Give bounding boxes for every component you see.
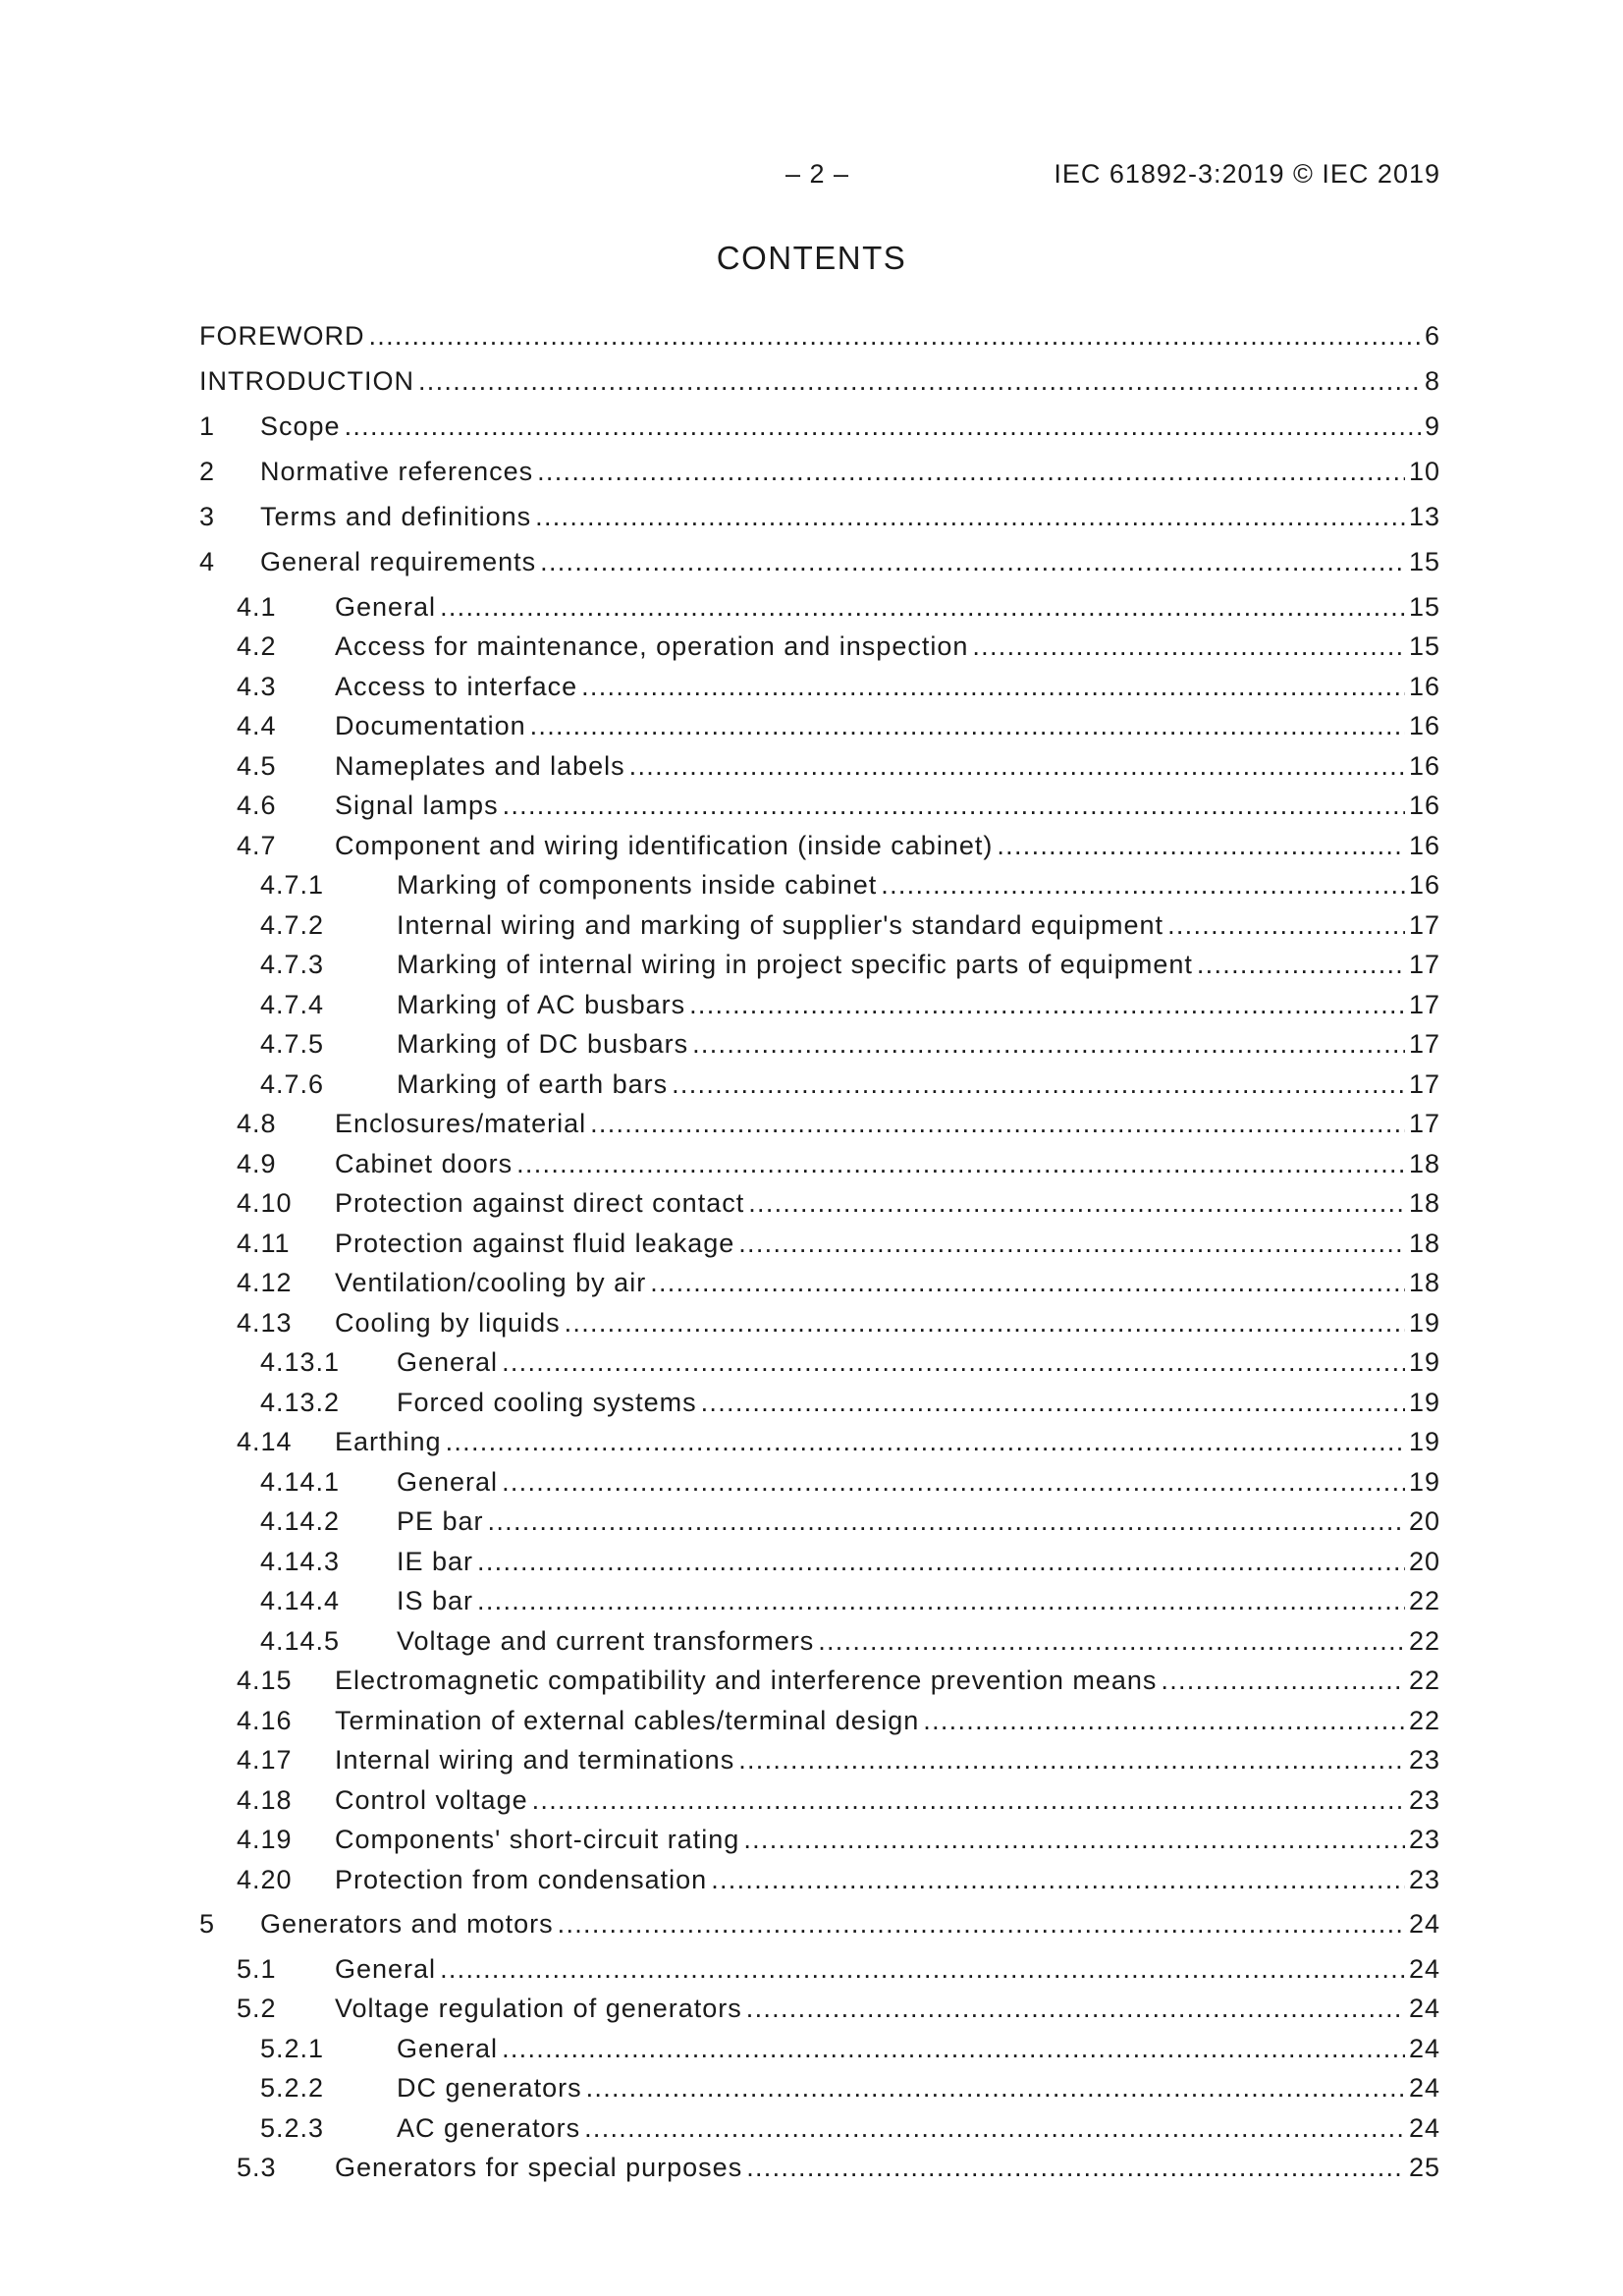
- toc-entry[interactable]: [199, 1949, 1440, 1983]
- toc-entry[interactable]: [199, 452, 1440, 485]
- toc-entry-title: Nameplates and labels: [335, 751, 625, 781]
- toc-entry-page: 22: [1408, 1586, 1440, 1615]
- toc-entry-number: 5: [199, 1909, 216, 1939]
- toc-entry-title: Access to interface: [335, 672, 578, 701]
- toc-entry[interactable]: [199, 706, 1440, 739]
- toc-entry-page: 15: [1408, 592, 1440, 622]
- toc-entry-number: 4.19: [237, 1825, 293, 1854]
- toc-entry-title: Voltage regulation of generators: [335, 1994, 742, 2023]
- toc-entry[interactable]: [199, 1502, 1440, 1535]
- dot-leader: [746, 2155, 1405, 2181]
- toc-entry-number: 4: [199, 547, 216, 576]
- toc-entry-page: 19: [1408, 1308, 1440, 1338]
- toc-entry-page: 16: [1408, 870, 1440, 900]
- toc-entry-number: 5.1: [237, 1954, 277, 1984]
- toc-entry[interactable]: [199, 1224, 1440, 1257]
- dot-leader: [477, 1549, 1405, 1575]
- toc-entry-title: Electromagnetic compatibility and interference prevention means: [335, 1666, 1158, 1695]
- toc-entry-page: 16: [1408, 711, 1440, 740]
- toc-entry-title: General: [335, 1954, 437, 1984]
- dot-leader: [502, 1349, 1405, 1376]
- toc-entry-page: 16: [1408, 672, 1440, 701]
- dot-leader: [502, 2036, 1405, 2062]
- toc-entry-number: 4.7.3: [260, 950, 325, 979]
- toc-entry-page: 10: [1408, 457, 1440, 486]
- dot-leader: [1161, 1667, 1405, 1694]
- dot-leader: [540, 549, 1405, 575]
- toc-entry-title: Internal wiring and marking of supplier's standard equipment: [397, 910, 1164, 940]
- dot-leader: [972, 633, 1405, 660]
- toc-entry-page: 6: [1424, 321, 1440, 351]
- toc-entry-number: 4.18: [237, 1785, 293, 1815]
- dot-leader: [530, 713, 1405, 739]
- toc-entry-number: 4.14: [237, 1427, 293, 1456]
- toc-entry-title: Marking of internal wiring in project specific parts of equipment: [397, 950, 1193, 979]
- toc-entry-number: 1: [199, 411, 216, 441]
- toc-entry[interactable]: [199, 1183, 1440, 1217]
- toc-entry-title: Termination of external cables/terminal design: [335, 1706, 920, 1735]
- toc-entry-title: Generators and motors: [260, 1909, 554, 1939]
- toc-entry-page: 9: [1424, 411, 1440, 441]
- toc-entry[interactable]: [199, 1065, 1440, 1098]
- dot-leader: [502, 1469, 1405, 1496]
- toc-entry-page: 23: [1408, 1825, 1440, 1854]
- toc-entry[interactable]: [199, 497, 1440, 530]
- toc-entry-title: Marking of DC busbars: [397, 1029, 689, 1059]
- toc-entry-title: Generators for special purposes: [335, 2153, 743, 2182]
- toc-entry-number: 4.13.1: [260, 1347, 341, 1377]
- toc-entry-number: 4.20: [237, 1865, 293, 1894]
- toc-entry-number: 4.7: [237, 831, 277, 860]
- toc-entry-number: 3: [199, 502, 216, 531]
- toc-entry[interactable]: [199, 865, 1440, 899]
- toc-entry-page: 17: [1408, 1109, 1440, 1138]
- toc-entry-page: 20: [1408, 1547, 1440, 1576]
- dot-leader: [532, 1787, 1405, 1814]
- toc-entry[interactable]: [199, 945, 1440, 978]
- toc-entry-title: Cooling by liquids: [335, 1308, 561, 1338]
- dot-leader: [672, 1071, 1405, 1098]
- toc-entry-page: 18: [1408, 1188, 1440, 1218]
- toc-entry[interactable]: [199, 542, 1440, 575]
- dot-leader: [1197, 952, 1405, 978]
- toc-entry[interactable]: [199, 1740, 1440, 1774]
- toc-entry[interactable]: [199, 1342, 1440, 1376]
- dot-leader: [748, 1190, 1405, 1217]
- toc-entry-page: 15: [1408, 631, 1440, 661]
- toc-entry-page: 25: [1408, 2153, 1440, 2182]
- toc-entry-page: 17: [1408, 1029, 1440, 1059]
- toc-entry-page: 17: [1408, 990, 1440, 1019]
- toc-entry-page: 24: [1408, 1954, 1440, 1984]
- dot-leader: [584, 2115, 1405, 2142]
- toc-entry-number: 5.2: [237, 1994, 277, 2023]
- toc-entry[interactable]: [199, 905, 1440, 939]
- toc-entry-title: Scope: [260, 411, 341, 441]
- toc-entry-title: Marking of components inside cabinet: [397, 870, 878, 900]
- toc-entry-number: 4.14.1: [260, 1467, 341, 1497]
- toc-entry[interactable]: [199, 1780, 1440, 1814]
- dot-leader: [446, 1429, 1405, 1455]
- toc-entry-title: AC generators: [397, 2113, 581, 2143]
- toc-entry-number: 4.13.2: [260, 1388, 341, 1417]
- toc-entry-title: IE bar: [397, 1547, 474, 1576]
- toc-entry-number: 4.14.2: [260, 1506, 341, 1536]
- toc-entry[interactable]: [199, 627, 1440, 660]
- toc-entry[interactable]: [199, 2108, 1440, 2142]
- toc-entry-number: 4.12: [237, 1268, 293, 1297]
- toc-entry[interactable]: [199, 1581, 1440, 1614]
- toc-title: CONTENTS: [716, 240, 907, 276]
- toc-entry[interactable]: [199, 1144, 1440, 1177]
- toc-entry-title: Component and wiring identification (inside cabinet): [335, 831, 994, 860]
- toc-entry-number: 4.15: [237, 1666, 293, 1695]
- toc-entry-page: 24: [1408, 2113, 1440, 2143]
- dot-leader: [368, 323, 1420, 350]
- dot-leader: [629, 753, 1405, 780]
- dot-leader: [692, 1031, 1405, 1058]
- toc-entry-title: Components' short-circuit rating: [335, 1825, 740, 1854]
- dot-leader: [516, 1151, 1405, 1177]
- toc-entry-number: 4.7.1: [260, 870, 325, 900]
- dot-leader: [440, 594, 1405, 621]
- toc-entry-number: 4.5: [237, 751, 277, 781]
- toc-entry[interactable]: [199, 361, 1440, 395]
- toc-entry[interactable]: [199, 1701, 1440, 1734]
- dot-leader: [1167, 912, 1405, 939]
- toc-entry-title: Voltage and current transformers: [397, 1626, 815, 1656]
- toc-entry-number: 4.7.6: [260, 1069, 325, 1099]
- toc-entry-page: 24: [1408, 1909, 1440, 1939]
- toc-entry[interactable]: [199, 1621, 1440, 1655]
- toc-entry-number: 4.1: [237, 592, 277, 622]
- dot-leader: [689, 992, 1405, 1018]
- toc-entry[interactable]: [199, 1989, 1440, 2022]
- dot-leader: [738, 1230, 1405, 1257]
- toc-entry-page: 22: [1408, 1626, 1440, 1656]
- toc-entry[interactable]: [199, 1422, 1440, 1455]
- toc-entry-number: 4.11: [237, 1229, 291, 1258]
- toc-entry-page: 8: [1424, 366, 1440, 396]
- toc-entry-number: 2: [199, 457, 216, 486]
- toc-entry-title: Protection against fluid leakage: [335, 1229, 735, 1258]
- toc-entry-title: DC generators: [397, 2073, 582, 2103]
- dot-leader: [650, 1270, 1405, 1296]
- toc-entry-page: 15: [1408, 547, 1440, 576]
- toc-entry-title: General: [397, 1347, 499, 1377]
- dot-leader: [818, 1628, 1405, 1655]
- dot-leader: [440, 1956, 1405, 1983]
- page-number: – 2 –: [785, 159, 850, 189]
- toc-entry[interactable]: [199, 1104, 1440, 1137]
- toc-entry-page: 19: [1408, 1388, 1440, 1417]
- toc-entry-title: Signal lamps: [335, 791, 499, 820]
- toc-entry-title: PE bar: [397, 1506, 484, 1536]
- dot-leader: [711, 1867, 1405, 1893]
- toc-entry-number: 4.2: [237, 631, 277, 661]
- document-reference: IEC 61892-3:2019 © IEC 2019: [1054, 159, 1440, 189]
- toc-entry-number: 4.8: [237, 1109, 277, 1138]
- toc-entry-title: Normative references: [260, 457, 534, 486]
- toc-entry[interactable]: [199, 1024, 1440, 1058]
- toc-entry-page: 20: [1408, 1506, 1440, 1536]
- dot-leader: [738, 1747, 1405, 1774]
- toc-entry-title: General: [335, 592, 437, 622]
- toc-entry-number: 5.2.3: [260, 2113, 325, 2143]
- toc-entry-page: 19: [1408, 1467, 1440, 1497]
- toc-entry-title: Enclosures/material: [335, 1109, 587, 1138]
- toc-entry-number: 4.7.5: [260, 1029, 325, 1059]
- toc-entry-number: 4.17: [237, 1745, 293, 1775]
- toc-entry[interactable]: [199, 1820, 1440, 1853]
- toc-entry-title: Forced cooling systems: [397, 1388, 697, 1417]
- dot-leader: [418, 368, 1421, 395]
- toc-entry-number: 4.16: [237, 1706, 293, 1735]
- toc-entry-title: Protection from condensation: [335, 1865, 708, 1894]
- toc-entry-number: 4.9: [237, 1149, 277, 1178]
- toc-entry-page: 16: [1408, 751, 1440, 781]
- toc-entry[interactable]: [199, 1860, 1440, 1893]
- toc-entry-page: 13: [1408, 502, 1440, 531]
- toc-entry-page: 17: [1408, 950, 1440, 979]
- toc-entry-title: Marking of earth bars: [397, 1069, 669, 1099]
- toc-entry-page: 24: [1408, 2073, 1440, 2103]
- toc-entry-title: Ventilation/cooling by air: [335, 1268, 647, 1297]
- toc-entry-page: 17: [1408, 1069, 1440, 1099]
- toc-entry-title: IS bar: [397, 1586, 474, 1615]
- toc-entry[interactable]: [199, 587, 1440, 621]
- toc-entry-page: 23: [1408, 1865, 1440, 1894]
- toc-entry[interactable]: [199, 1383, 1440, 1416]
- dot-leader: [923, 1708, 1405, 1734]
- toc-entry[interactable]: [199, 826, 1440, 859]
- toc-entry[interactable]: [199, 1263, 1440, 1296]
- toc-entry-page: 19: [1408, 1427, 1440, 1456]
- toc-entry-title: INTRODUCTION: [199, 366, 414, 396]
- dot-leader: [581, 674, 1405, 700]
- toc-entry-page: 22: [1408, 1666, 1440, 1695]
- toc-entry[interactable]: [199, 667, 1440, 700]
- toc-entry-page: 18: [1408, 1229, 1440, 1258]
- toc-entry-number: 5.2.2: [260, 2073, 325, 2103]
- toc-entry-page: 22: [1408, 1706, 1440, 1735]
- toc-entry-title: Terms and definitions: [260, 502, 532, 531]
- toc-entry-title: General: [397, 2034, 499, 2063]
- toc-entry-page: 16: [1408, 791, 1440, 820]
- toc-entry-page: 17: [1408, 910, 1440, 940]
- dot-leader: [535, 504, 1405, 530]
- toc-entry-page: 23: [1408, 1745, 1440, 1775]
- toc-entry-number: 4.7.4: [260, 990, 325, 1019]
- toc-entry[interactable]: [199, 985, 1440, 1018]
- toc-entry-title: Internal wiring and terminations: [335, 1745, 735, 1775]
- toc-entry-title: Cabinet doors: [335, 1149, 514, 1178]
- dot-leader: [477, 1588, 1405, 1614]
- toc-entry[interactable]: [199, 1661, 1440, 1694]
- toc-entry-page: 16: [1408, 831, 1440, 860]
- dot-leader: [537, 459, 1405, 485]
- toc-entry[interactable]: [199, 2068, 1440, 2102]
- toc-entry-page: 23: [1408, 1785, 1440, 1815]
- toc-entry-title: Documentation: [335, 711, 526, 740]
- dot-leader: [881, 872, 1405, 899]
- toc-entry-number: 5.2.1: [260, 2034, 325, 2063]
- dot-leader: [488, 1508, 1405, 1535]
- toc-entry-number: 4.6: [237, 791, 277, 820]
- dot-leader: [743, 1827, 1405, 1853]
- toc-entry-number: 4.4: [237, 711, 277, 740]
- dot-leader: [586, 2075, 1405, 2102]
- toc-entry-page: 24: [1408, 2034, 1440, 2063]
- toc-entry-title: FOREWORD: [199, 321, 365, 351]
- toc-entry-title: Earthing: [335, 1427, 442, 1456]
- toc-entry[interactable]: [199, 1542, 1440, 1575]
- toc-entry-page: 18: [1408, 1268, 1440, 1297]
- toc-entry-page: 24: [1408, 1994, 1440, 2023]
- toc-entry[interactable]: [199, 407, 1440, 440]
- dot-leader: [997, 833, 1405, 859]
- dot-leader: [345, 413, 1421, 440]
- toc-entry-page: 18: [1408, 1149, 1440, 1178]
- toc-entry-title: Access for maintenance, operation and inspection: [335, 631, 969, 661]
- toc-entry[interactable]: [199, 1462, 1440, 1496]
- toc-entry[interactable]: [199, 1904, 1440, 1938]
- dot-leader: [746, 1995, 1405, 2022]
- toc-entry[interactable]: [199, 786, 1440, 819]
- toc-entry-title: Protection against direct contact: [335, 1188, 745, 1218]
- dot-leader: [565, 1310, 1405, 1337]
- toc-entry[interactable]: [199, 1303, 1440, 1337]
- toc-entry-title: Marking of AC busbars: [397, 990, 686, 1019]
- dot-leader: [503, 793, 1405, 819]
- dot-leader: [590, 1111, 1405, 1137]
- toc-entry-title: General: [397, 1467, 499, 1497]
- toc-entry-number: 5.3: [237, 2153, 277, 2182]
- toc-entry[interactable]: [199, 2148, 1440, 2181]
- toc-entry[interactable]: [199, 746, 1440, 780]
- toc-entry-number: 4.10: [237, 1188, 293, 1218]
- toc-entry[interactable]: [199, 2029, 1440, 2062]
- toc-entry-title: General requirements: [260, 547, 537, 576]
- toc-entry-number: 4.14.3: [260, 1547, 341, 1576]
- toc-entry-number: 4.13: [237, 1308, 293, 1338]
- dot-leader: [558, 1911, 1405, 1938]
- toc-entry-number: 4.7.2: [260, 910, 325, 940]
- toc-entry-number: 4.3: [237, 672, 277, 701]
- dot-leader: [701, 1390, 1405, 1416]
- toc-entry-page: 19: [1408, 1347, 1440, 1377]
- toc-entry-number: 4.14.4: [260, 1586, 341, 1615]
- toc-entry-title: Control voltage: [335, 1785, 528, 1815]
- toc-entry-number: 4.14.5: [260, 1626, 341, 1656]
- toc-entry[interactable]: [199, 316, 1440, 350]
